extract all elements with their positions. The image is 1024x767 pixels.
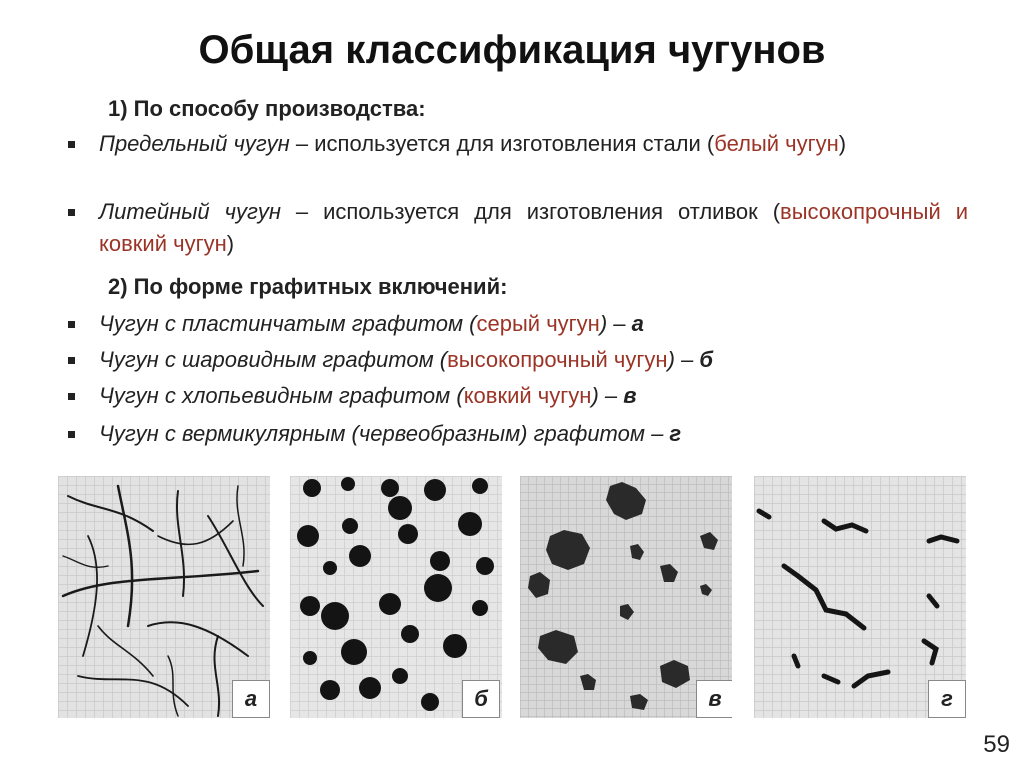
section-heading-graphite: 2) По форме графитных включений: [108,274,508,299]
bullet-icon [68,321,75,328]
closing: ) [838,131,847,156]
term: Чугун с шаровидным графитом ( [99,347,448,372]
list-item [68,196,968,260]
slide-title: Общая классификация чугунов [198,28,826,72]
closing: ) [226,231,235,256]
figure-label-v: в [696,680,732,718]
term: Предельный чугун [99,131,290,156]
bullet-icon [68,393,75,400]
term: Чугун с пластинчатым графитом ( [99,311,477,336]
figure-ref: в [623,383,637,408]
highlight: белый чугун [714,131,839,156]
list-item [68,344,968,376]
spheroidal-graphite-micrograph [290,476,502,718]
closing: ) – [667,347,700,372]
highlight: высокопрочный и ковкий чугун [99,199,968,256]
term: Чугун с хлопьевидным графитом ( [99,383,464,408]
page-number: 59 [983,731,1010,758]
term: Литейный чугун [99,199,281,224]
description: – используется для изготовления отливок ( [280,199,781,224]
highlight: ковкий чугун [463,383,592,408]
figure-label-g: г [928,680,966,718]
closing: ) – [599,311,632,336]
list-item [68,308,968,340]
highlight: высокопрочный чугун [447,347,668,372]
closing: ) – [591,383,624,408]
highlight: серый чугун [476,311,600,336]
figure-ref: б [699,347,713,372]
flake-graphite-micrograph [520,476,732,718]
bullet-icon [68,141,75,148]
figure-label-b: б [462,680,500,718]
description: – используется для изготовления стали ( [289,131,715,156]
list-item [68,380,968,412]
bullet-icon [68,357,75,364]
figure-ref: а [631,311,644,336]
lamellar-graphite-micrograph [58,476,270,718]
list-item [68,418,968,450]
section-heading-production: 1) По способу производства: [108,96,426,121]
term: Чугун с вермикулярным (червеобразным) графитом – [99,421,670,446]
bullet-icon [68,209,75,216]
list-item [68,128,968,160]
figure-ref: г [669,421,682,446]
vermicular-graphite-micrograph [754,476,966,718]
figure-label-a: а [232,680,270,718]
bullet-icon [68,431,75,438]
